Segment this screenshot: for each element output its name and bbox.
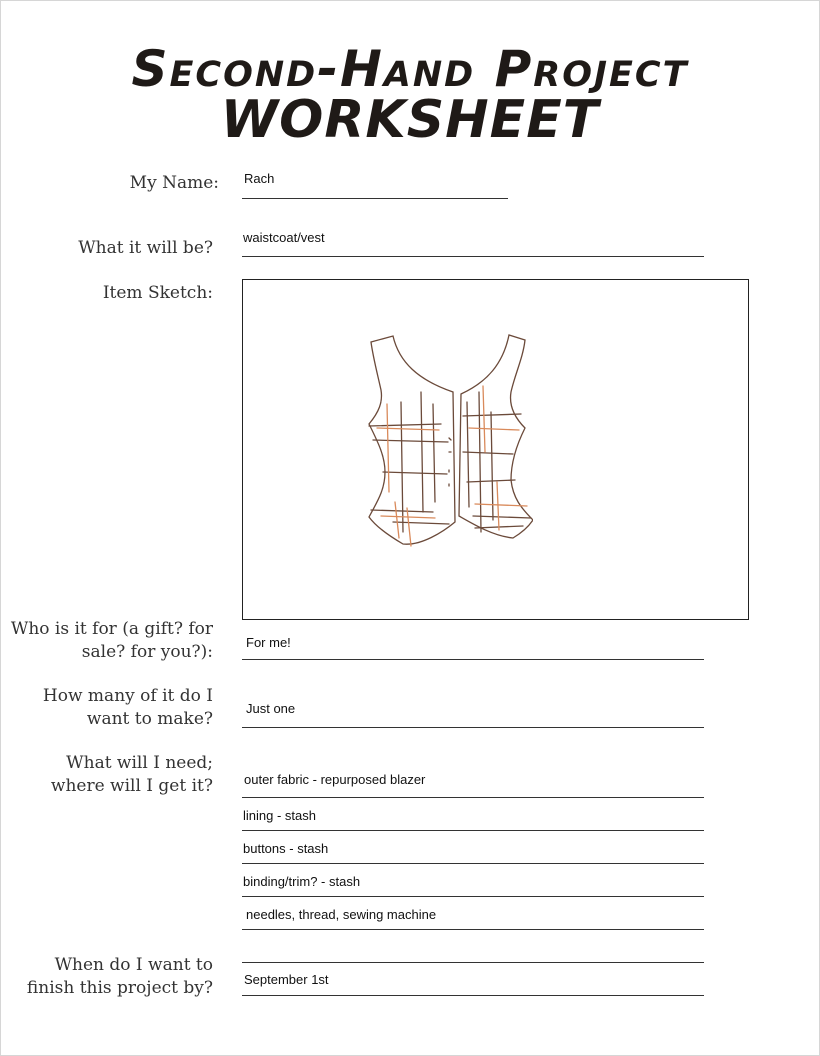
name-underline [242,198,508,199]
need-label-line-2: where will I get it? [50,776,213,796]
how-many-label-line-1: How many of it do I [42,686,213,706]
need-label [51,752,213,798]
need-item-5[interactable]: needles, thread, sewing machine [246,907,437,922]
need-item-1[interactable]: outer fabric - repurposed blazer [244,772,426,787]
what-value[interactable]: waistcoat/vest [243,230,325,245]
who-label-line-1: Who is it for (a gift? for [10,619,213,639]
need-underline-4 [242,896,704,897]
who-label-line-2: sale? for you?): [81,642,213,662]
name-label: My Name: [129,173,219,193]
what-label: What it will be? [78,238,213,258]
need-underline-1 [242,797,704,798]
vest-sketch [363,332,533,552]
need-item-3[interactable]: buttons - stash [243,841,329,856]
need-item-2[interactable]: lining - stash [243,808,316,823]
finish-value[interactable]: September 1st [244,972,329,987]
need-label-line-1: What will I need; [66,753,213,773]
need-underline-6 [242,962,704,963]
title-line-2: WORKSHEET [220,90,600,150]
need-underline-2 [242,830,704,831]
sketch-box[interactable] [242,279,749,620]
how-many-label-line-2: want to make? [86,709,213,729]
how-many-underline [242,727,704,728]
who-value[interactable]: For me! [246,635,291,650]
need-underline-3 [242,863,704,864]
finish-underline [242,995,704,996]
what-underline [242,256,704,257]
finish-label-line-2: finish this project by? [26,978,213,998]
how-many-value[interactable]: Just one [246,701,296,716]
need-underline-5 [242,929,704,930]
finish-label-line-1: When do I want to [54,955,213,975]
who-label [11,618,213,664]
finish-label [27,954,213,1000]
how-many-label [43,685,213,731]
name-value[interactable]: Rach [244,171,275,186]
need-item-4[interactable]: binding/trim? - stash [243,874,361,889]
who-underline [242,659,704,660]
sketch-label: Item Sketch: [102,283,213,303]
title-line-1: Second-Hand Project [131,40,689,98]
